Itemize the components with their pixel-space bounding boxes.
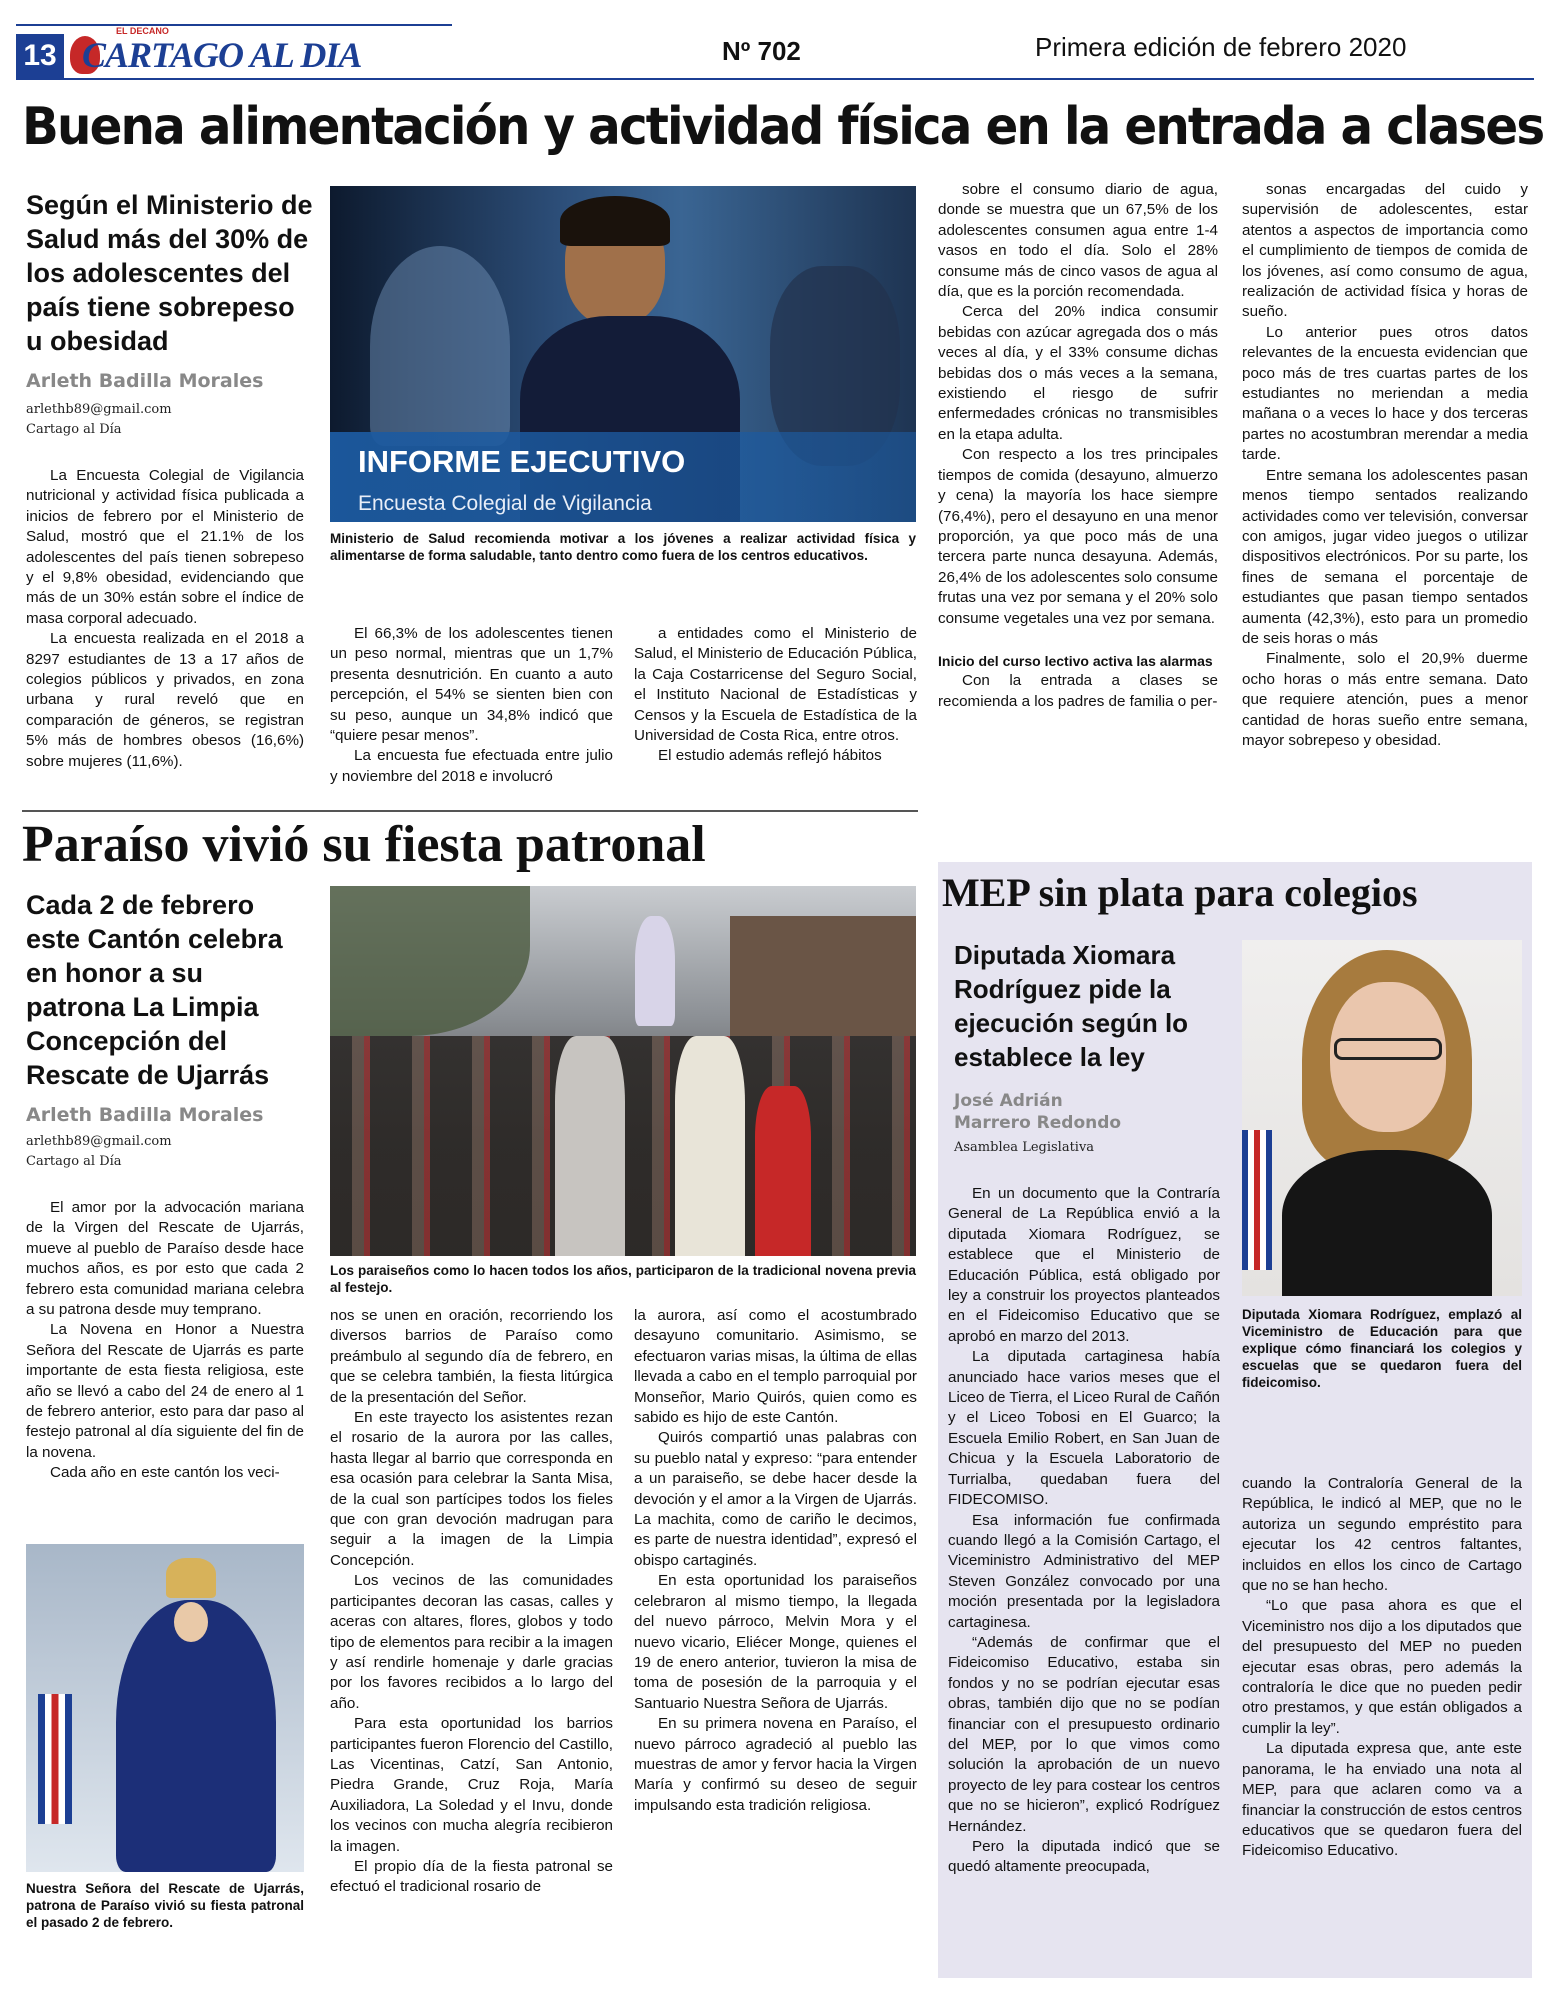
photo-virgin-crown xyxy=(166,1558,216,1598)
article3-author-line1: José Adrián xyxy=(954,1091,1063,1111)
article1-caption: Ministerio de Salud recomienda motivar a los jóvenes a realizar actividad física y alimentarse de forma saludable, tanto dentro como fuera de los centros educativos. xyxy=(330,531,916,563)
photo-cr-flag xyxy=(1242,1130,1272,1270)
logo xyxy=(70,24,362,80)
photo-houses xyxy=(730,916,916,1036)
article2-column-3: la aurora, así como el acostumbrado desayuno comunitario. Asimismo, se efectuaron varias misas, la última de ellas llevada a cabo en el templo parroquial por Monseñor, Mario Quirós, quien como es sabido es hijo de este Cantón. Quirós compartió unas palabras con su pueblo natal y expreso: “para entender a un paraiseño, se debe hacer desde la devoción y el amor a la Virgen de Ujarrás. La machita, como de cariño le decimos, es parte de nuestra identidad”, expresó el obispo cartaginés. En esta oportunidad los paraiseños celebraron al mismo tiempo, la llegada del nuevo párroco, Melvin Mora y el nuevo vicario, Eliécer Monge, quienes el 19 de enero anterior, tuvieron la misa de toma de posesión de la parroquia y el Santuario Nuestra Señora de Ujarrás. En su primera novena en Paraíso, el nuevo párroco agradeció al pueblo las muestras de amor y fervor hacia la Virgen María y confirmó su deseo de seguir impulsando esta tradición religiosa. xyxy=(634,1307,917,1814)
article3-author-line2: Marrero Redondo xyxy=(954,1113,1122,1133)
photo-virgin-face xyxy=(174,1602,208,1642)
article3-column-2: cuando la Contraloría General de la República, le indicó al MEP, que no le autoriza un segundo empréstito para ejecutar los 42 centros faltantes, incluidos en ellos los cinco de Cartago que no se han hecho. “Lo que pasa ahora es que el Viceministro nos dijo a los diputados que del presupuesto del MEP no pueden ejecutar esas obras, pero además la contraloría le dice que no pueden pedir otro prestamos, y que están obligados a cumplir la ley”. La diputada expresa que, ante este panorama, le ha enviado una nota al MEP, para que aclaren como va a financiar la construcción de estos centros educativos que se quedaron fuera del Fideicomiso Educativo. xyxy=(1242,1475,1522,1860)
article1-column-4: sobre el consumo diario de agua, donde se muestra que un 67,5% de los adolescentes consumen agua entre 1-4 vasos en todo el día. Solo el 28% consume más de cinco vasos de agua al día, que es la porción recomendada. Cerca del 20% indica consumir bebidas con azúcar agregada dos o más veces al día, y el 33% consume dichas bebidas dos o más veces a la semana, existiendo el riesgo de sufrir enfermedades crónicas no transmisibles en la etapa adulta. Con respecto a los tres principales tiempos de comida (desayuno, almuerzo y cena) la mayoría los hace siempre (76,4%), pero el desayuno en una menor proporción, ya que poco más de una tercera parte nunca desayuna. Además, 26,4% de los adolescentes solo consume frutas una vez por semana y el 20% solo consume vegetales una vez por semana. Inicio del curso lectivo activa las alarmas Con la entrada a clases se recomienda a los padres de familia o per- xyxy=(938,181,1218,710)
article3-headline: MEP sin plata para colegios xyxy=(942,870,1418,915)
article1-author: Arleth Badilla Morales xyxy=(26,370,264,392)
edition-date: Primera edición de febrero 2020 xyxy=(1035,32,1407,62)
article2-deck: Cada 2 de febrero este Cantón celebra en honor a su patrona La Limpia Concepción del Rescate de Ujarrás xyxy=(26,890,283,1090)
article3-column-1: En un documento que la Contraría General de La República envió a la diputada Xiomara Rodríguez, se establece que el Ministerio de Educación Pública, está obligado por ley a construir los proyectos planteados en el Fideicomiso Educativo que se aprobó en marzo del 2013. La diputada cartaginesa había anunciado hace varios meses que el Liceo de Tierra, el Liceo Rural de Cañón y el Liceo Tobosi en El Guarco; la Escuela Emilio Robert, en San Juan de Chicua y la Escuela Laboratorio de Turrialba, quedaban fuera del FIDECOMISO. Esa información fue confirmada cuando llegó a la Comisión Cartago, el Viceministro Administrativo del MEP Steven González convocado por una moción presentada por la legisladora cartaginesa. “Además de confirmar que el Fideicomiso Educativo, estaba sin fondos y no se podrían ejecutar esas obras, también dijo que no se podían financiar con el presupuesto ordinario del MEP, por lo que vimos como solución la aprobación de un nuevo proyecto de ley para costear los centros que no se hicieron”, explicó Rodríguez Hernández. Pero la diputada indicó que se quedó altamente preocupada, xyxy=(948,1185,1220,1876)
article1-headline: Buena alimentación y actividad física en la entrada a clases xyxy=(22,97,1544,157)
article2-caption-main: Los paraiseños como lo hacen todos los años, participaron de la tradicional novena previa al festejo. xyxy=(330,1263,916,1295)
photo-deacon xyxy=(675,1036,745,1256)
article3-author xyxy=(954,1090,1121,1134)
issue-number: Nº 702 xyxy=(722,36,801,66)
article2-caption-small: Nuestra Señora del Rescate de Ujarrás, patrona de Paraíso vivió su fiesta patronal el pasado 2 de febrero. xyxy=(26,1881,304,1930)
article1-subhead: Inicio del curso lectivo activa las alarmas xyxy=(938,652,1213,669)
article2-headline: Paraíso vivió su fiesta patronal xyxy=(22,816,706,873)
photo-student-hair xyxy=(560,196,670,246)
article3-photo xyxy=(1242,940,1522,1296)
photo-glasses xyxy=(1334,1038,1442,1060)
article1-column-2: El 66,3% de los adolescentes tienen un peso normal, mientras que un 1,7% presenta desnutrición. En cuanto a auto percepción, el 54% se sienten bien con su peso, aunque un 34,8% indicó que “quiere pesar menos”. La encuesta fue efectuada entre julio y noviembre del 2018 e involucró xyxy=(330,625,613,785)
photo-banner-subtitle: Encuesta Colegial de Vigilancia xyxy=(358,492,652,515)
article3-box xyxy=(938,862,1532,1978)
logo-text: CARTAGO AL DIA xyxy=(82,35,362,75)
header-rule xyxy=(16,78,1534,80)
photo-statue xyxy=(635,916,675,1026)
article3-deck: Diputada Xiomara Rodríguez pide la ejecución según lo establece la ley xyxy=(954,940,1189,1072)
article3-outlet: Asamblea Legislativa xyxy=(954,1140,1095,1155)
photo-flag xyxy=(38,1694,72,1824)
photo-body xyxy=(1282,1150,1492,1296)
article1-column-5: sonas encargadas del cuido y supervisión de adolescentes, estar atentos a aspectos de importancia como el cumplimiento de tiempos de comida de los jóvenes, así como consumo de agua, realización de actividad física y horas de sueño. Lo anterior pues otros datos relevantes de la encuesta evidencian que poco más de tres cuartas partes de los estudiantes no meriendan a media mañana o a veces lo hace y dos terceras partes no acostumbran merendar a media tarde. Entre semana los adolescentes pasan menos tiempo sentados realizando actividades como ver televisión, conversar con amigos, jugar video juegos o utilizar dispositivos electrónicos. Por su parte, los fines de semana el porcentaje de estudiantes que pasan tiempo sentados aumenta (42,3%), esto para un promedio de seis horas o más Finalmente, solo el 20,9% duerme ocho horas o más entre semana. Dato que requiere atención, pues a menor cantidad de horas sueño entre semana, mayor sobrepeso y obesidad. xyxy=(1242,181,1528,749)
photo-red-shirt xyxy=(755,1086,811,1256)
logo-small-text: EL DECANO xyxy=(116,26,169,36)
article3-caption: Diputada Xiomara Rodríguez, emplazó al Viceministro de Educación para que explique cómo financiará los colegios y escuelas que se quedaron fuera del fideicomiso. xyxy=(1242,1307,1522,1390)
photo-banner-title: INFORME EJECUTIVO xyxy=(358,444,686,479)
photo-figure-left xyxy=(370,246,510,446)
article2-email: arlethb89@gmail.com xyxy=(26,1134,172,1149)
article1-column-1: La Encuesta Colegial de Vigilancia nutricional y actividad física publicada a inicios de febrero por el Ministerio de Salud, mostró que el 21.1% de los adolescentes del país tienen sobrepeso y el 9,8% obesidad, evidenciando que más de un 30% están sobre el índice de masa corporal adecuado. La encuesta realizada en el 2018 a 8297 estudiantes de 13 a 17 años de colegios públicos y privados, en zona urbana y rural reveló que en comparación de géneros, se registran 5% más de hombres obesos (16,6%) sobre mujeres (11,6%). xyxy=(26,467,304,770)
article2-photo-procession xyxy=(330,886,916,1256)
page-number: 13 xyxy=(16,34,64,78)
article2-column-2: nos se unen en oración, recorriendo los diversos barrios de Paraíso como preámbulo al segundo día de febrero, en que se celebra también, la fiesta litúrgica de la presentación del Señor. En este trayecto los asistentes rezan el rosario de la aurora por las calles, hasta llegar al barrio que corresponda en esa ocasión para celebrar la Santa Misa, de la cual son partícipes todos los fieles que con gran devoción madrugan para seguir a la imagen de la Limpia Concepción. Los vecinos de las comunidades participantes decoran las casas, calles y aceras con altares, flores, globos y todo tipo de elementos para recibir a la imagen y así rendirle homenaje y darle gracias por los favores recibidos a lo largo del año. Para esta oportunidad los barrios participantes fueron Florencio del Castillo, Las Vicentinas, Catzí, San Antonio, Piedra Grande, Cruz Roja, María Auxiliadora, La Soledad y el Invu, donde los vecinos con mucha alegría recibieron la imagen. El propio día de la fiesta patronal se efectuó el tradicional rosario de xyxy=(330,1307,613,1896)
article1-column-3: a entidades como el Ministerio de Salud, el Ministerio de Educación Pública, la Caja Costarricense del Seguro Social, el Instituto Nacional de Estadísticas y Censos y la Escuela de Estadística de la Universidad de Costa Rica, entre otros. El estudio además reflejó hábitos xyxy=(634,625,917,765)
photo-priest xyxy=(555,1036,625,1256)
article2-author: Arleth Badilla Morales xyxy=(26,1104,264,1126)
photo-trees xyxy=(330,886,530,1036)
article2-outlet: Cartago al Día xyxy=(26,1154,122,1169)
article2-photo-virgin xyxy=(26,1544,304,1872)
article1-photo xyxy=(330,186,916,522)
article2-column-1: El amor por la advocación mariana de la Virgen del Rescate de Ujarrás, mueve al pueblo de Paraíso desde hace muchos años, es por esto que cada 2 febrero esta comunidad mariana celebra a su patrona desde muy temprano. La Novena en Honor a Nuestra Señora del Rescate de Ujarrás es parte importante de esta fiesta religiosa, este año se llevó a cabo del 24 de enero al 1 de febrero anterior, esto para dar paso al festejo patronal al día siguiente del fin de la novena. Cada año en este cantón los veci- xyxy=(26,1199,304,1482)
article1-deck: Según el Ministerio de Salud más del 30% de los adolescentes del país tiene sobrepeso u obesidad xyxy=(26,190,313,356)
article1-email: arlethb89@gmail.com xyxy=(26,402,172,417)
article1-outlet: Cartago al Día xyxy=(26,422,122,437)
